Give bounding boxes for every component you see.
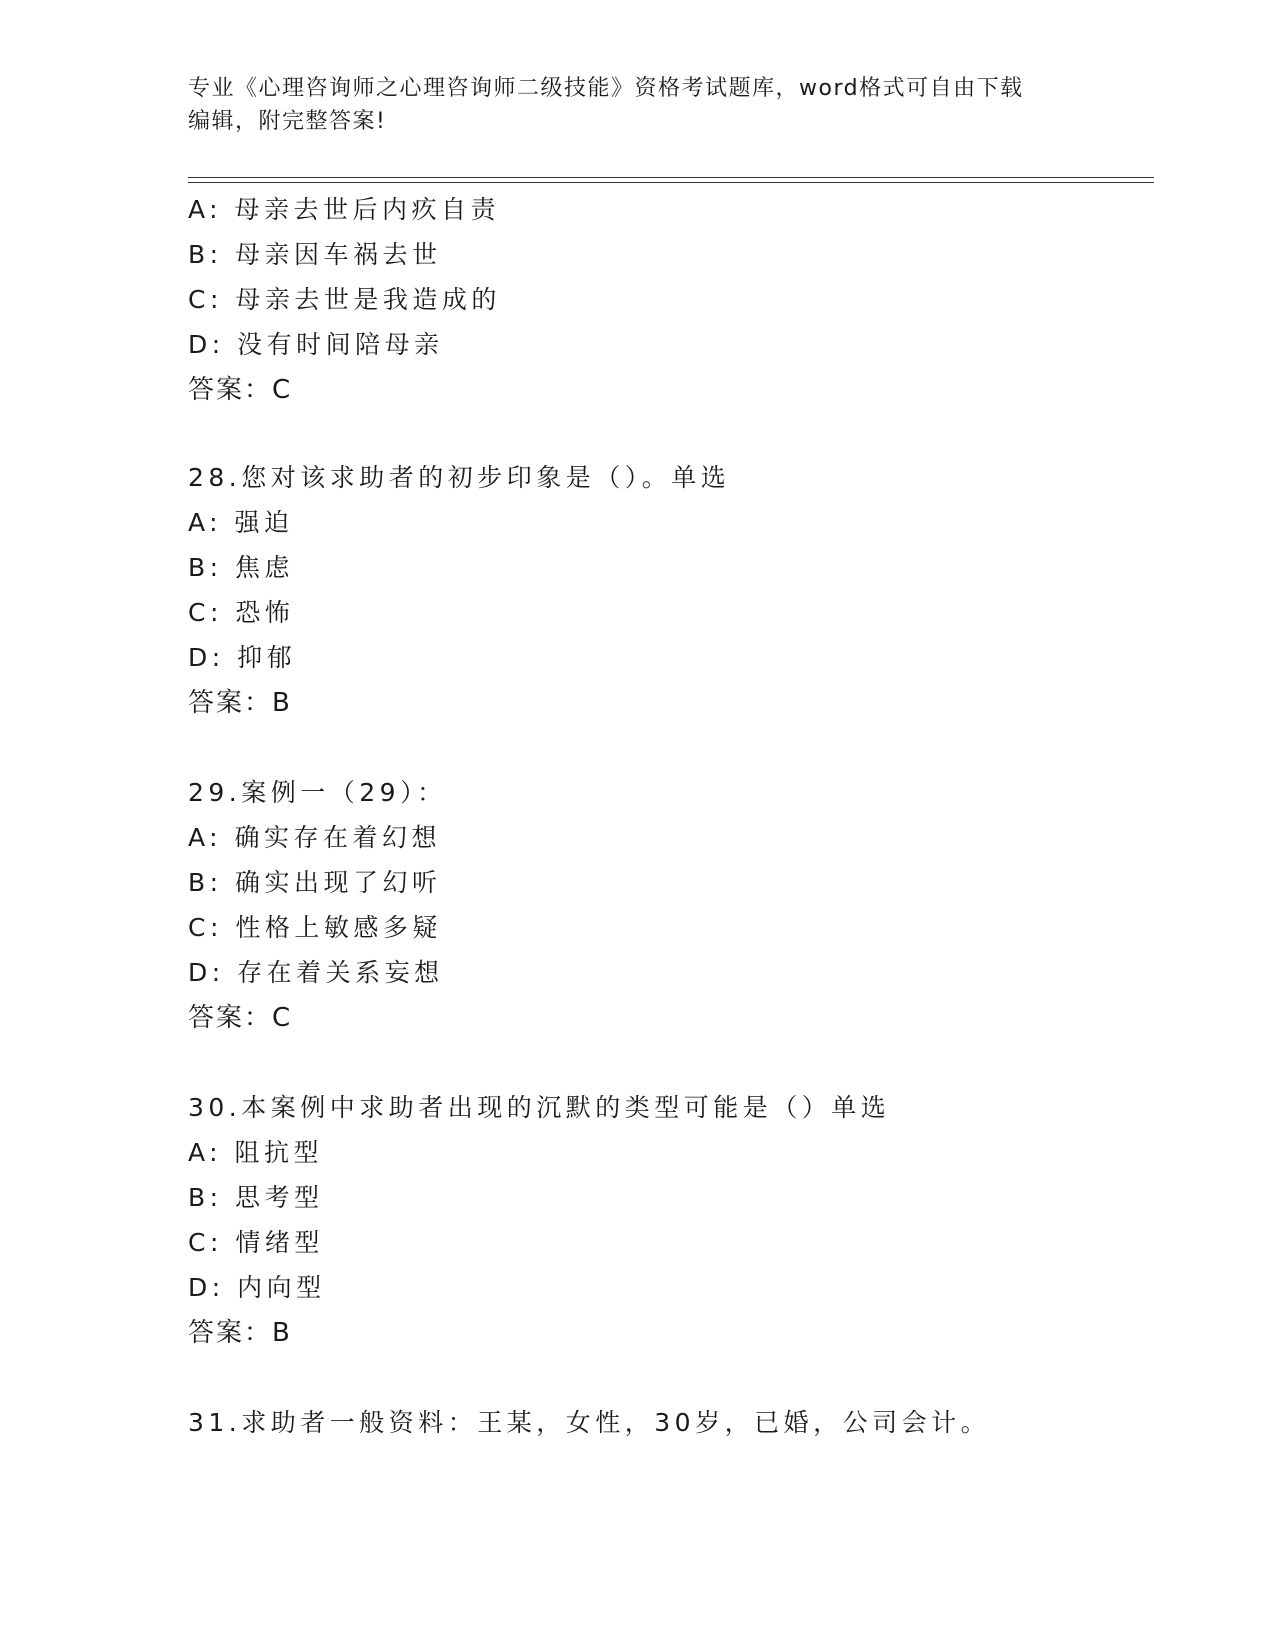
q27-option-d: D: 没有时间陪母亲 <box>188 330 444 359</box>
q28-option-b: B: 焦虑 <box>188 553 295 582</box>
q29-stem: 29.案例一（29）： <box>188 778 447 807</box>
q27-option-b: B: 母亲因车祸去世 <box>188 240 442 269</box>
q29-option-d: D: 存在着关系妄想 <box>188 958 444 987</box>
q28-stem: 28.您对该求助者的初步印象是（）。单选 <box>188 463 731 492</box>
document-header <box>188 72 1088 138</box>
header-rule-top <box>188 177 1154 178</box>
q27-answer: 答案：C <box>188 375 293 405</box>
q29-option-b: B: 确实出现了幻听 <box>188 868 442 897</box>
q27-option-a: A: 母亲去世后内疚自责 <box>188 195 501 224</box>
header-rule-bottom <box>188 182 1154 183</box>
q30-stem: 30.本案例中求助者出现的沉默的类型可能是（）单选 <box>188 1093 891 1122</box>
q30-answer: 答案：B <box>188 1318 292 1348</box>
q31-stem: 31.求助者一般资料：王某，女性，30岁，已婚，公司会计。 <box>188 1408 991 1437</box>
q30-option-c: C: 情绪型 <box>188 1228 324 1257</box>
q30-option-a: A: 阻抗型 <box>188 1138 324 1167</box>
q30-option-d: D: 内向型 <box>188 1273 326 1302</box>
q28-option-d: D: 抑郁 <box>188 643 297 672</box>
q27-option-c: C: 母亲去世是我造成的 <box>188 285 501 314</box>
q29-option-c: C: 性格上敏感多疑 <box>188 913 442 942</box>
q30-option-b: B: 思考型 <box>188 1183 324 1212</box>
q29-answer: 答案：C <box>188 1003 293 1033</box>
header-line-1: 专业《心理咨询师之心理咨询师二级技能》资格考试题库，word格式可自由下载 <box>188 76 1024 101</box>
q28-option-c: C: 恐怖 <box>188 598 295 627</box>
q28-answer: 答案：B <box>188 688 292 718</box>
q29-option-a: A: 确实存在着幻想 <box>188 823 442 852</box>
q28-option-a: A: 强迫 <box>188 508 294 537</box>
header-line-2: 编辑，附完整答案! <box>188 109 387 134</box>
